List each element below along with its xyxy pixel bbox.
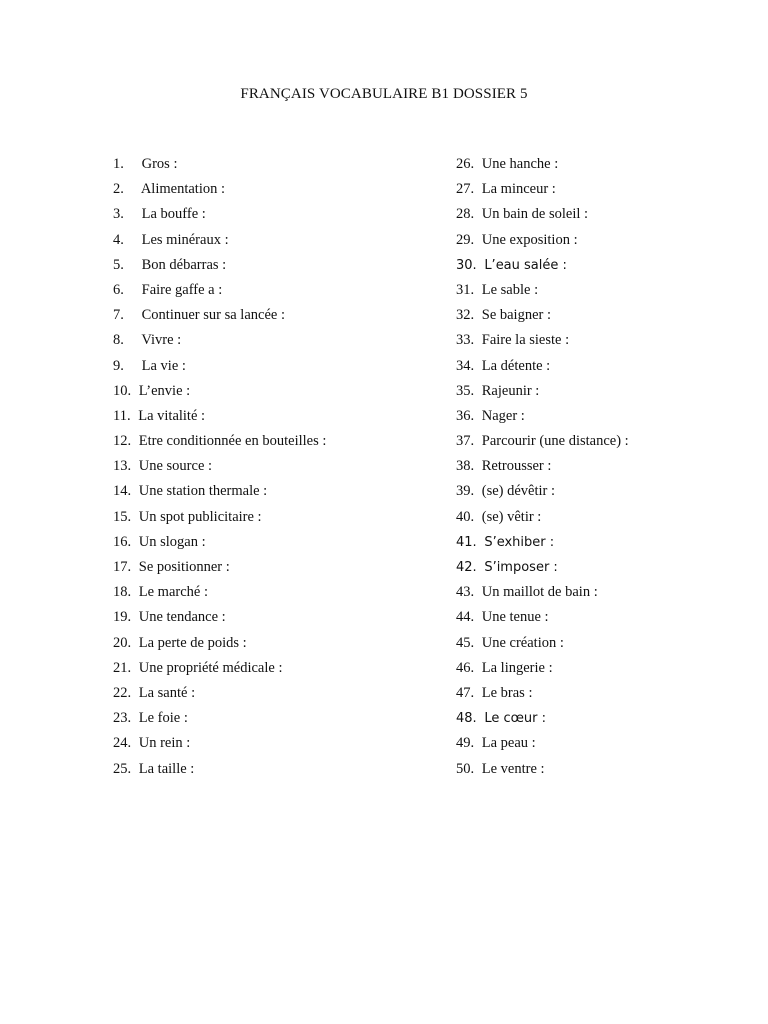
item-term: L’eau salée : [484,257,567,273]
item-number: 40. [456,508,475,525]
item-term: Le sable : [481,281,539,298]
item-number: 16. [113,533,132,550]
vocabulary-item [456,178,756,203]
vocabulary-item [113,430,443,455]
item-number: 27. [456,181,475,198]
item-term: La lingerie : [481,659,553,676]
item-term: Un bain de soleil : [481,206,589,223]
item-number: 48. [456,711,477,727]
vocabulary-item [456,153,756,178]
item-number: 2. [113,181,124,198]
item-term: Un rein : [138,735,191,752]
item-number: 1. [113,156,124,172]
item-term: Le foie : [138,710,188,727]
vocabulary-item [456,430,756,455]
item-term: S’exhiber : [484,534,555,550]
vocabulary-item [113,480,443,505]
item-term: Bon débarras : [141,256,227,273]
item-term: Le cœur : [484,711,546,727]
item-number: 34. [456,357,475,374]
item-number: 20. [113,634,132,651]
vocabulary-item [456,732,756,757]
vocabulary-item [113,178,443,203]
item-number: 46. [456,659,475,676]
item-number: 29. [456,231,475,248]
vocabulary-item [113,556,443,581]
item-number: 25. [113,760,132,777]
vocabulary-item [456,380,756,405]
item-term: (se) vêtir : [481,508,542,525]
item-number: 42. [456,560,477,575]
vocabulary-item [113,329,443,354]
vocabulary-list-left [113,153,443,783]
item-term: Se positionner : [138,559,230,575]
item-number: 44. [456,609,475,626]
item-term: Les minéraux : [141,231,229,248]
item-term: Une source : [138,458,213,475]
vocabulary-item [456,355,756,380]
item-term: Gros : [141,156,178,172]
vocabulary-item [456,707,756,732]
item-term: Une tenue : [481,609,549,626]
item-term: Vivre : [141,332,182,349]
item-number: 4. [113,231,124,248]
item-number: 17. [113,559,132,575]
vocabulary-item [456,329,756,354]
item-term: La peau : [481,735,536,752]
vocabulary-item [113,153,443,178]
vocabulary-item [113,506,443,531]
item-number: 43. [456,584,475,601]
item-term: La perte de poids : [138,634,247,651]
document-title: FRANÇAIS VOCABULAIRE B1 DOSSIER 5 [240,86,528,102]
item-term: Rajeunir : [481,382,540,399]
vocabulary-item [456,506,756,531]
item-term: Faire la sieste : [481,332,570,349]
vocabulary-item [113,581,443,606]
item-term: Etre conditionnée en bouteilles : [138,433,327,450]
item-term: Une propriété médicale : [138,659,283,676]
vocabulary-item [456,632,756,657]
item-number: 9. [113,357,124,374]
item-number: 37. [456,433,475,450]
item-number: 22. [113,684,132,701]
item-number: 18. [113,584,132,601]
item-number: 14. [113,483,132,500]
vocabulary-item [456,480,756,505]
item-term: (se) dévêtir : [481,483,556,500]
item-number: 7. [113,307,124,324]
vocabulary-item [456,254,756,279]
vocabulary-item [456,203,756,228]
item-number: 21. [113,659,132,676]
vocabulary-list-right [456,153,756,783]
vocabulary-item [456,455,756,480]
item-number: 6. [113,281,124,298]
vocabulary-item [456,606,756,631]
item-term: La santé : [138,684,196,701]
item-term: Un slogan : [138,533,206,550]
item-number: 45. [456,634,475,651]
item-term: La minceur : [481,181,556,198]
vocabulary-item [113,758,443,783]
item-term: Une exposition : [481,231,578,248]
item-number: 35. [456,382,475,399]
item-term: La détente : [481,357,551,374]
item-number: 15. [113,508,132,525]
item-term: Nager : [481,407,525,424]
item-term: Un maillot de bain : [481,584,598,601]
item-term: Une station thermale : [138,483,268,500]
item-number: 41. [456,534,477,550]
vocabulary-item [113,606,443,631]
item-number: 11. [113,407,131,424]
vocabulary-item [456,304,756,329]
vocabulary-item [113,455,443,480]
item-term: Retrousser : [481,458,552,475]
item-number: 30. [456,257,477,273]
item-term: La vitalité : [138,407,206,424]
vocabulary-item [456,531,756,556]
vocabulary-item [456,682,756,707]
vocabulary-item [113,254,443,279]
item-number: 28. [456,206,475,223]
vocabulary-item [113,707,443,732]
item-term: Une création : [481,634,564,651]
item-term: Se baigner : [481,307,552,324]
vocabulary-item [456,229,756,254]
item-number: 5. [113,256,124,273]
vocabulary-item [113,304,443,329]
vocabulary-item [113,732,443,757]
item-number: 26. [456,156,475,172]
vocabulary-item [456,758,756,783]
item-number: 38. [456,458,475,475]
vocabulary-item [456,556,756,581]
item-term: Le bras : [481,684,533,701]
vocabulary-item [113,531,443,556]
item-number: 19. [113,609,132,626]
item-number: 24. [113,735,132,752]
item-term: Un spot publicitaire : [138,508,262,525]
item-number: 33. [456,332,475,349]
item-number: 32. [456,307,475,324]
item-number: 50. [456,760,475,777]
item-number: 49. [456,735,475,752]
vocabulary-item [113,682,443,707]
item-term: Continuer sur sa lancée : [141,307,285,324]
vocabulary-item [113,279,443,304]
item-term: Une tendance : [138,609,226,626]
item-term: Le marché : [138,584,208,601]
item-term: S’imposer : [484,560,558,575]
vocabulary-item [113,657,443,682]
item-term: Le ventre : [481,760,545,777]
item-number: 31. [456,281,475,298]
item-number: 13. [113,458,132,475]
item-number: 47. [456,684,475,701]
item-term: Faire gaffe a : [141,281,223,298]
item-term: La taille : [138,760,195,777]
item-number: 39. [456,483,475,500]
vocabulary-item [456,405,756,430]
vocabulary-item [113,405,443,430]
item-term: Parcourir (une distance) : [481,433,629,450]
vocabulary-item [456,581,756,606]
vocabulary-item [113,355,443,380]
item-number: 8. [113,332,124,349]
item-number: 10. [113,382,132,399]
item-number: 3. [113,206,124,223]
item-number: 12. [113,433,132,450]
item-term: La bouffe : [141,206,206,223]
vocabulary-item [113,203,443,228]
vocabulary-item [113,229,443,254]
item-term: Une hanche : [481,156,559,172]
vocabulary-item [113,380,443,405]
item-term: La vie : [141,357,186,374]
vocabulary-item [456,657,756,682]
vocabulary-item [113,632,443,657]
vocabulary-item [456,279,756,304]
item-term: L’envie : [138,382,191,399]
item-number: 23. [113,710,132,727]
item-number: 36. [456,407,475,424]
item-term: Alimentation : [140,181,225,198]
